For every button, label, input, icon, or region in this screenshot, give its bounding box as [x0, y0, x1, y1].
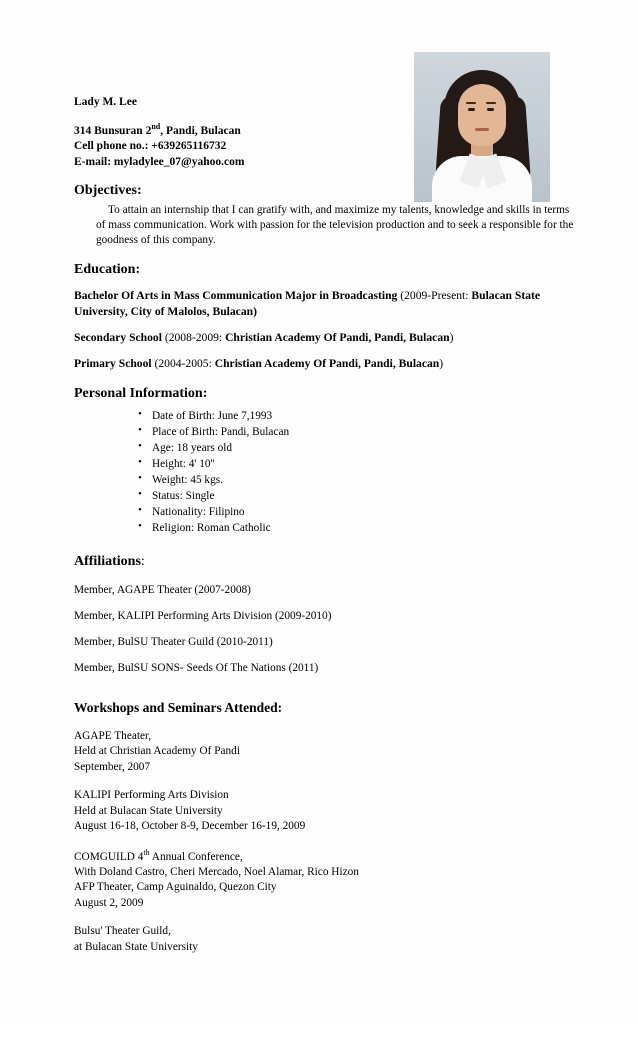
objectives-body: To attain an internship that I can gratify with, and maximize my talents, knowledge and skills in terms of mass communication. Work with passion for the television production and to seek a responsible for the goodness of this company.	[96, 203, 574, 246]
workshop-line: AFP Theater, Camp Aguinaldo, Quezon City	[74, 881, 277, 894]
workshop-line: August 2, 2009	[74, 896, 144, 909]
address-ordinal: nd	[151, 122, 161, 131]
contact-block	[74, 122, 570, 171]
education-item	[74, 330, 570, 346]
education-school: Bulacan State University, City of Malolos, Bulacan	[74, 288, 541, 318]
resume-content	[74, 96, 574, 955]
phone-line: Cell phone no.: +639265116732	[74, 140, 227, 153]
workshop-title-pre: COMGUILD 4	[74, 850, 144, 863]
list-item: • Weight: 45 kgs.	[138, 472, 570, 488]
workshop-item	[74, 924, 570, 955]
objectives-heading: Objectives:	[74, 182, 142, 198]
affiliations-heading-colon: :	[140, 553, 145, 569]
personal-information-list	[74, 408, 570, 536]
workshop-line: at Bulacan State University	[74, 940, 198, 953]
education-school: Christian Academy Of Pandi, Pandi, Bulacan	[214, 356, 440, 370]
affiliation-item: Member, KALIPI Performing Arts Division (2009-2010)	[74, 609, 332, 622]
list-item: • Date of Birth: June 7,1993	[138, 408, 570, 424]
affiliation-item: Member, AGAPE Theater (2007-2008)	[74, 583, 251, 596]
workshop-line: Held at Christian Academy Of Pandi	[74, 745, 240, 758]
education-degree: Bachelor Of Arts in Mass Communication Major in Broadcasting	[74, 288, 398, 302]
list-item: • Status: Single	[138, 488, 570, 504]
education-school: Christian Academy Of Pandi, Pandi, Bulacan	[225, 330, 450, 344]
education-years: (2009-Present:	[397, 288, 472, 302]
workshop-item	[74, 729, 570, 775]
affiliations-heading	[74, 554, 570, 570]
workshop-line: August 16-18, October 8-9, December 16-19, 2009	[74, 820, 306, 833]
education-item	[74, 288, 570, 320]
workshop-title-post: Annual Conference,	[149, 850, 243, 863]
education-degree: Secondary School	[74, 330, 162, 344]
workshop-line: AGAPE Theater,	[74, 729, 152, 742]
education-heading: Education:	[74, 261, 141, 277]
affiliation-item: Member, BulSU Theater Guild (2010-2011)	[74, 635, 273, 648]
address-rest: , Pandi, Bulacan	[160, 124, 241, 137]
education-close: )	[439, 356, 444, 370]
list-item: • Height: 4' 10''	[138, 456, 570, 472]
workshop-line: KALIPI Performing Arts Division	[74, 789, 229, 802]
affiliations-heading-text: Affiliations	[74, 553, 141, 569]
workshop-item	[74, 848, 570, 912]
workshop-item	[74, 788, 570, 834]
email-line: E-mail: myladylee_07@yahoo.com	[74, 156, 245, 169]
applicant-name: Lady M. Lee	[74, 96, 137, 108]
workshop-line: With Doland Castro, Cheri Mercado, Noel Alamar, Rico Hizon	[74, 865, 359, 878]
workshop-line: September, 2007	[74, 760, 151, 773]
education-item	[74, 356, 570, 372]
education-years: (2008-2009:	[161, 330, 226, 344]
education-close: )	[253, 304, 257, 318]
affiliation-item: Member, BulSU SONS- Seeds Of The Nations (2011)	[74, 661, 319, 674]
education-years: (2004-2005:	[151, 356, 215, 370]
education-close: )	[449, 330, 454, 344]
list-item: • Nationality: Filipino	[138, 504, 570, 520]
list-item: • Age: 18 years old	[138, 440, 570, 456]
workshops-heading: Workshops and Seminars Attended:	[74, 699, 283, 715]
workshop-line: Held at Bulacan State University	[74, 804, 223, 817]
workshop-line: Bulsu' Theater Guild,	[74, 925, 171, 938]
workshop-title-ordinal: th	[143, 847, 150, 857]
personal-information-heading: Personal Information:	[74, 385, 208, 401]
workshop-title-line	[74, 848, 570, 865]
address-line: 314 Bunsuran 2	[74, 124, 152, 137]
list-item: • Religion: Roman Catholic	[138, 520, 570, 536]
list-item: • Place of Birth: Pandi, Bulacan	[138, 424, 570, 440]
education-degree: Primary School	[74, 356, 152, 370]
